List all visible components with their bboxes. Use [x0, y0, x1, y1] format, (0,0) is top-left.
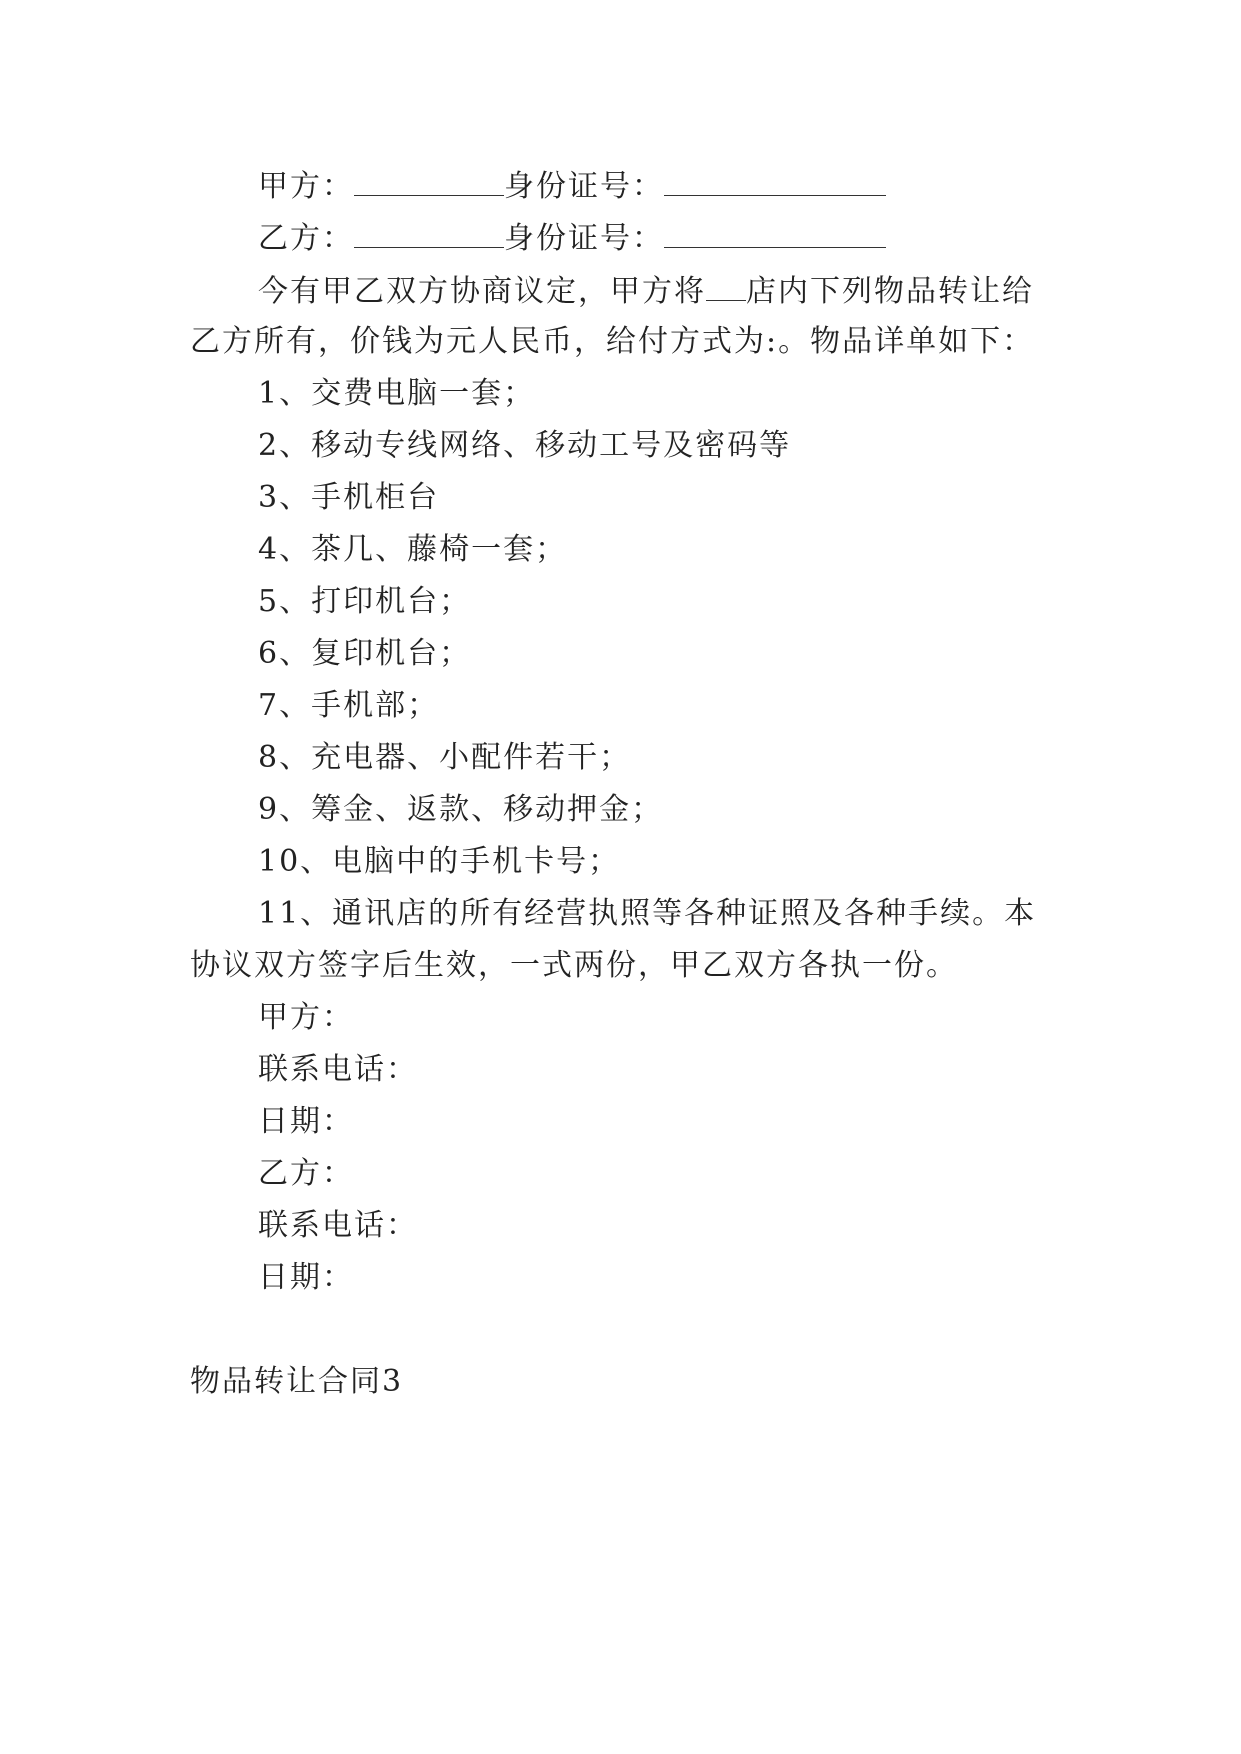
intro-line-1 — [258, 270, 1034, 312]
signature-date-b: 日期： — [258, 1260, 354, 1295]
party-a-id-blank — [664, 165, 886, 196]
intro-line-2: 乙方所有，价钱为元人民币，给付方式为:。物品详单如下： — [190, 324, 1035, 359]
signature-phone-a: 联系电话： — [258, 1052, 418, 1087]
list-item-11-line-1: 11、通讯店的所有经营执照等各种证照及各种手续。本 — [258, 896, 1037, 931]
signature-phone-b: 联系电话： — [258, 1208, 418, 1243]
section-title: 物品转让合同3 — [190, 1364, 404, 1399]
signature-party-b: 乙方： — [258, 1156, 354, 1191]
list-item: 2、移动专线网络、移动工号及密码等 — [258, 428, 792, 463]
list-item: 6、复印机台； — [258, 636, 472, 671]
intro-line-1-a: 今有甲乙双方协商议定，甲方将 — [258, 274, 706, 309]
list-item: 8、充电器、小配件若干； — [258, 740, 632, 775]
party-b-line — [258, 217, 886, 259]
list-item: 1、交费电脑一套； — [258, 376, 536, 411]
list-item: 10、电脑中的手机卡号； — [258, 844, 621, 879]
party-b-id-blank — [664, 217, 886, 248]
signature-party-a: 甲方： — [258, 1000, 354, 1035]
party-b-label: 乙方： — [258, 221, 354, 256]
party-a-line — [258, 165, 886, 207]
list-item: 5、打印机台； — [258, 584, 472, 619]
list-item: 4、茶几、藤椅一套； — [258, 532, 568, 567]
list-item-11-line-2: 协议双方签字后生效，一式两份，甲乙双方各执一份。 — [190, 948, 958, 983]
party-a-id-label: 身份证号： — [504, 169, 664, 204]
party-a-label: 甲方： — [258, 169, 354, 204]
list-item: 9、筹金、返款、移动押金； — [258, 792, 664, 827]
list-item: 7、手机部； — [258, 688, 440, 723]
signature-date-a: 日期： — [258, 1104, 354, 1139]
party-b-name-blank — [354, 217, 504, 248]
list-item: 3、手机柜台 — [258, 480, 440, 515]
store-name-blank — [706, 270, 746, 301]
party-a-name-blank — [354, 165, 504, 196]
party-b-id-label: 身份证号： — [504, 221, 664, 256]
intro-line-1-b: 店内下列物品转让给 — [746, 274, 1034, 309]
